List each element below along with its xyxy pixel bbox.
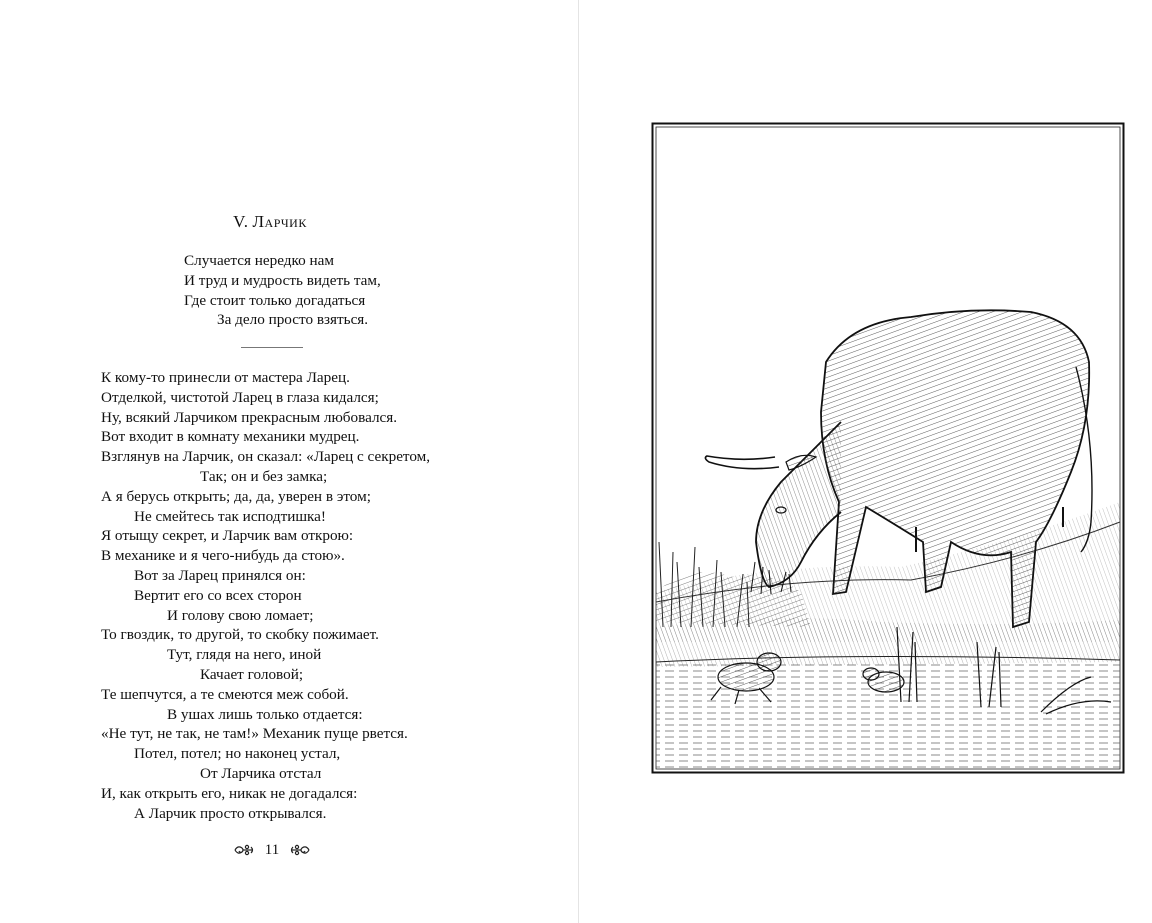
chapter-numeral: V. — [233, 212, 249, 231]
page-number: 11 — [264, 841, 280, 858]
fable-line: Те шепчутся, а те смеются меж собой. — [101, 685, 349, 703]
ox-grazing-engraving-icon — [651, 122, 1125, 774]
chapter-title — [200, 212, 340, 232]
fable-line: Вот входит в комнату механики мудрец. — [101, 428, 360, 446]
fable-line: И, как открыть его, никак не догадался: — [101, 784, 358, 802]
epigraph-line: За дело просто взяться. — [217, 311, 369, 329]
fable-line: Ну, всякий Ларчиком прекрасным любовался. — [101, 408, 398, 426]
section-divider — [241, 347, 303, 348]
fable-line: Качает головой; — [200, 665, 304, 683]
fleuron-left-icon — [233, 843, 255, 857]
fable-line: То гвоздик, то другой, то скобку пожимает. — [101, 626, 379, 644]
fable-line: От Ларчика отстал — [200, 764, 322, 782]
epigraph-line: И труд и мудрость видеть там, — [184, 271, 381, 289]
fable-line: Не смейтесь так исподтишка! — [134, 507, 326, 525]
epigraph — [184, 251, 381, 330]
fable-line: И голову свою ломает; — [167, 606, 314, 624]
fable-line: «Не тут, не так, не там!» Механик пуще рвется. — [101, 725, 408, 743]
fable-line: Потел, потел; но наконец устал, — [134, 745, 341, 763]
page-footer — [230, 840, 314, 860]
fable-line: Вот за Ларец принялся он: — [134, 566, 306, 584]
epigraph-line: Случается нередко нам — [184, 252, 334, 269]
chapter-name: Ларчик — [252, 212, 307, 231]
fable-line: Тут, глядя на него, иной — [167, 646, 322, 664]
fable-line: Отделкой, чистотой Ларец в глаза кидался; — [101, 388, 379, 406]
fable-line: Так; он и без замка; — [200, 467, 328, 485]
fable-line: Я отыщу секрет, и Ларчик вам открою: — [101, 527, 354, 545]
fable-line: К кому-то принесли от мастера Ларец. — [101, 369, 350, 386]
right-page — [579, 0, 1152, 923]
fable-line: А Ларчик просто открывался. — [134, 804, 327, 822]
fable-line: В ушах лишь только отдается: — [167, 705, 363, 723]
fable-text — [101, 368, 430, 823]
fable-line: В механике и я чего-нибудь да стою». — [101, 547, 345, 565]
fable-line: А я берусь открыть; да, да, уверен в этом; — [101, 487, 371, 505]
epigraph-line: Где стоит только догадаться — [184, 291, 366, 309]
fleuron-right-icon — [289, 843, 311, 857]
engraving-illustration — [651, 122, 1125, 774]
fable-line: Взглянув на Ларчик, он сказал: «Ларец с секретом, — [101, 448, 431, 466]
fable-line: Вертит его со всех сторон — [134, 586, 302, 604]
